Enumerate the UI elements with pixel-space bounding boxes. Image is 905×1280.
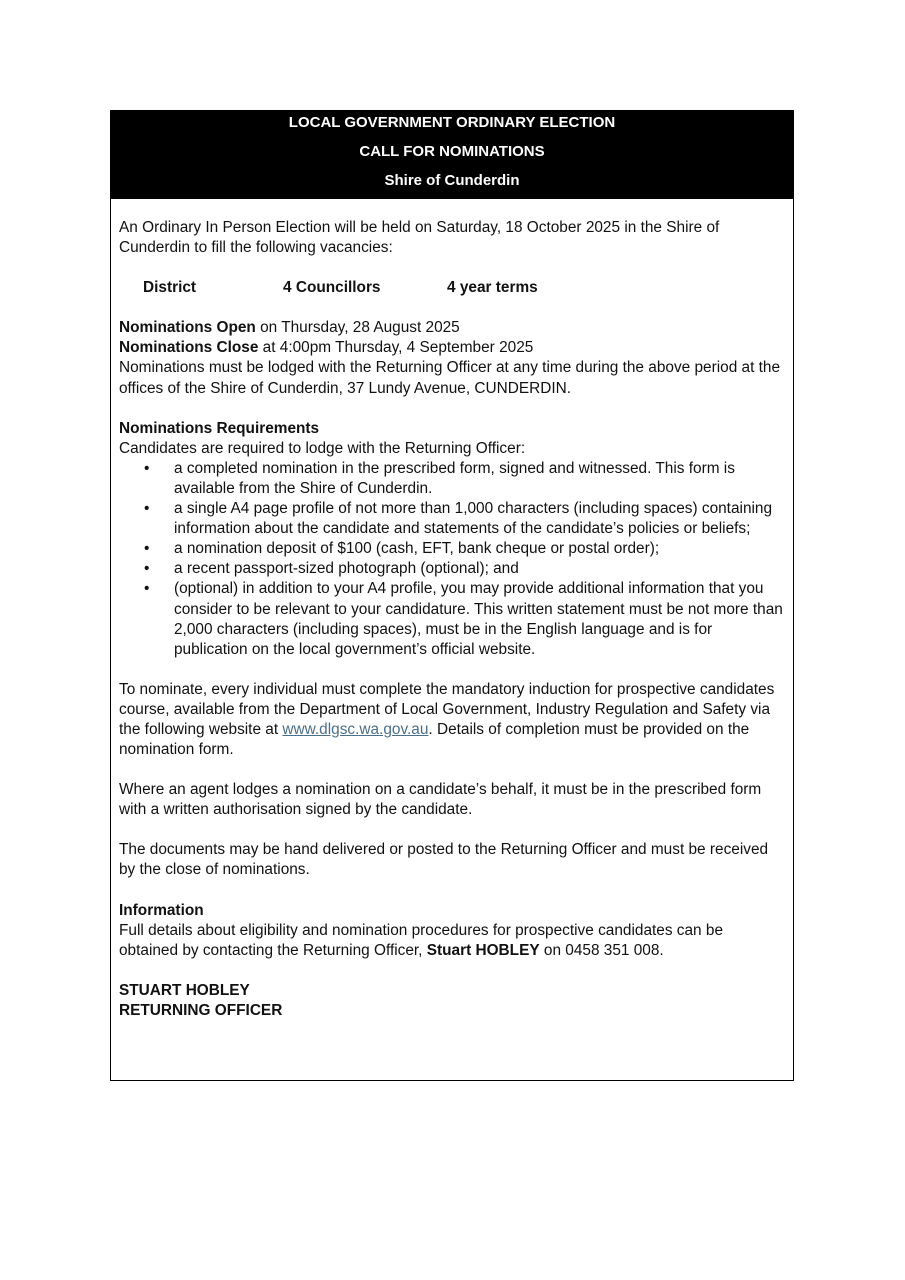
bullet-icon: •: [144, 560, 150, 578]
list-item-text: (optional) in addition to your A4 profile, you may provide additional information that you consider to be relevant to your candidature. This written statement must be not more than 2,000 characters (including spaces), must be in the English language and is for publication on the local government’s official website.: [174, 580, 783, 658]
requirements-heading-text: Nominations Requirements: [119, 419, 320, 437]
notice-body: [111, 199, 793, 1021]
information-heading-text: Information: [119, 901, 204, 919]
header-title: LOCAL GOVERNMENT ORDINARY ELECTION: [288, 114, 616, 131]
induction-text-end: . Details of completion must be provided on the nomination form.: [119, 720, 750, 759]
list-item: [119, 499, 785, 539]
vacancy-count: 4 Councillors: [283, 279, 381, 297]
returning-officer-name: Stuart HOBLEY: [426, 941, 540, 959]
signature-title-text: RETURNING OFFICER: [119, 1001, 283, 1019]
election-notice: [110, 110, 794, 1081]
vacancy-row: [119, 278, 785, 298]
nominations-open-text: on Thursday, 28 August 2025: [255, 319, 460, 337]
information-text: Full details about eligibility and nomination procedures for prospective candidates can be obtained by contacting the Returning Officer,: [119, 921, 724, 959]
bullet-icon: •: [144, 500, 150, 518]
list-item-text: a single A4 page profile of not more than 1,000 characters (including spaces) containing information about the candidate and statements of the candidate’s policies or beliefs;: [174, 500, 773, 538]
dlgsc-website-link[interactable]: www.dlgsc.wa.gov.au: [282, 720, 429, 738]
list-item-text: a recent passport-sized photograph (optional); and: [174, 560, 519, 578]
nominations-close: [119, 338, 785, 358]
notice-header: [111, 111, 793, 199]
vacancy-term: 4 year terms: [447, 279, 538, 297]
information-phone: on 0458 351 008.: [539, 941, 664, 959]
delivery-paragraph: The documents may be hand delivered or posted to the Returning Officer and must be received by the close of nominations.: [119, 841, 769, 879]
nominations-close-label: Nominations Close: [119, 339, 259, 357]
list-item-text: a nomination deposit of $100 (cash, EFT, bank cheque or postal order);: [174, 540, 660, 558]
nominations-lodge-text: Nominations must be lodged with the Returning Officer at any time during the above period at the offices of the Shire of Cunderdin, 37 Lundy Avenue, CUNDERDIN.: [119, 359, 781, 397]
list-item: [119, 539, 785, 559]
header-subtitle: CALL FOR NOMINATIONS: [359, 143, 545, 160]
nominations-close-text: at 4:00pm Thursday, 4 September 2025: [258, 339, 534, 357]
list-item-text: a completed nomination in the prescribed form, signed and witnessed. This form is available from the Shire of Cunderdin.: [174, 459, 735, 497]
header-shire: Shire of Cunderdin: [384, 172, 520, 189]
intro-paragraph: An Ordinary In Person Election will be held on Saturday, 18 October 2025 in the Shire of Cunderdin to fill the following vacancies:: [119, 219, 720, 257]
induction-paragraph: [119, 680, 785, 760]
nominations-open-label: Nominations Open: [119, 319, 256, 337]
requirements-list: [119, 459, 785, 660]
signature-name-text: STUART HOBLEY: [119, 981, 250, 999]
requirements-heading: [119, 419, 785, 439]
signature-title: [119, 1001, 785, 1021]
list-item: [119, 559, 785, 579]
signature-name: [119, 981, 785, 1001]
list-item: [119, 579, 785, 659]
requirements-intro: Candidates are required to lodge with the Returning Officer:: [119, 439, 526, 457]
bullet-icon: •: [144, 540, 150, 558]
bullet-icon: •: [144, 459, 150, 477]
list-item: [119, 459, 785, 499]
information-paragraph: [119, 921, 785, 961]
nominations-open: [119, 318, 785, 338]
agent-paragraph: Where an agent lodges a nomination on a candidate’s behalf, it must be in the prescribed form with a written authorisation signed by the candidate.: [119, 781, 762, 819]
vacancy-area: District: [143, 279, 197, 297]
bullet-icon: •: [144, 580, 150, 598]
induction-text: To nominate, every individual must complete the mandatory induction for prospective candidates course, available from the Department of Local Government, Industry Regulation and Safety via the following website at: [119, 680, 775, 738]
information-heading: [119, 901, 785, 921]
